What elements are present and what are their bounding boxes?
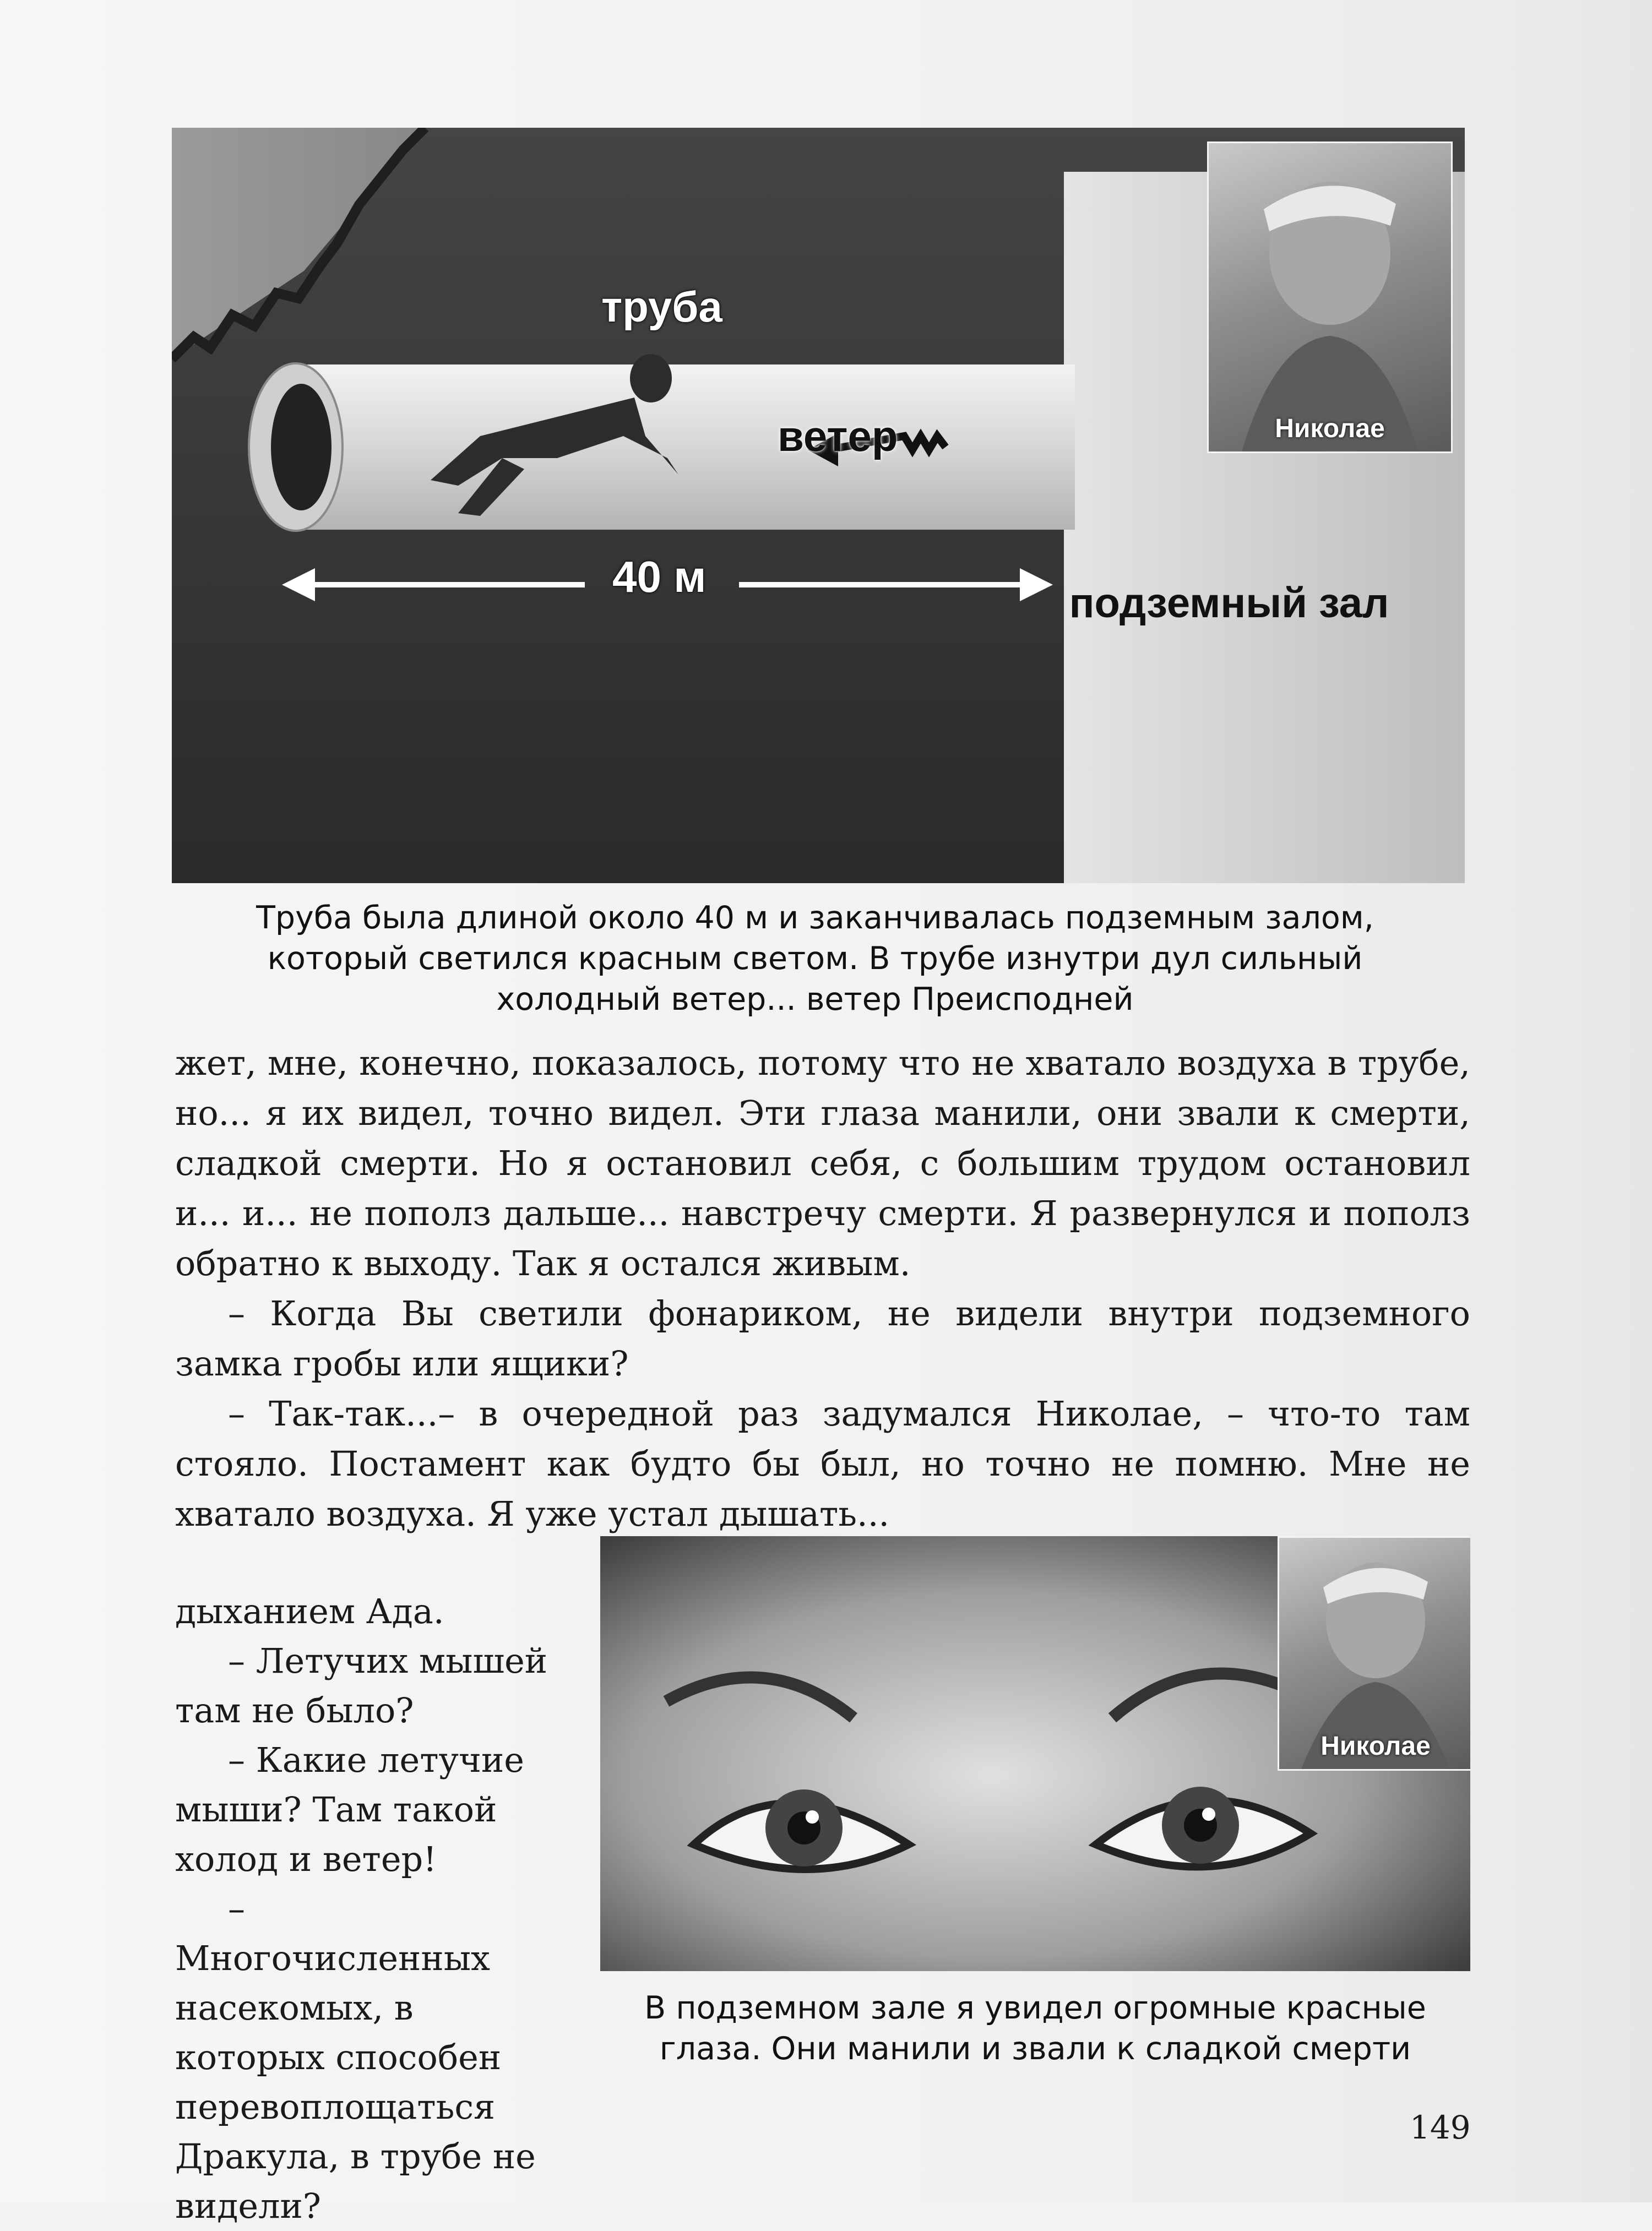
paragraph: – Какие летучие мыши? Там такой холод и ветер! (175, 1740, 524, 1879)
narrow-column-text (175, 1587, 563, 2231)
paragraph: – Когда Вы светили фонариком, не видели внутри подземного замка гробы или ящики? (175, 1293, 1470, 1384)
photo-name-label: Николае (1275, 414, 1385, 443)
wind-label: ветер (778, 412, 898, 460)
figure2-caption: В подземном зале я увидел огромные красные глаза. Они манили и звали к сладкой смерти (644, 1990, 1426, 2067)
portrait-graphic (1209, 143, 1451, 451)
eyes-illustration (600, 1536, 1470, 1971)
paragraph: – Так-так...– в очередной раз задумался Николае, – что-то там стояло. Постамент как будто бы был, но точно не помню. Мне не хватало воздуха. Я уже устал дышать... (175, 1394, 1470, 1534)
hall-label: подземный зал (1069, 580, 1389, 627)
paragraph: – Летучих мышей там не было? (175, 1641, 548, 1731)
pipe-illustration (172, 128, 1465, 883)
photo-name-label: Николае (1320, 1732, 1431, 1761)
figure1-caption: Труба была длиной около 40 м и заканчивалась подземным залом, который светился красным светом. В трубе изнутри дул сильный холодный ветер... ветер Преисподней (256, 900, 1374, 1018)
paragraph: дыханием Ада. (175, 1591, 444, 1631)
distance-label: 40 м (612, 552, 707, 601)
paragraph: жет, мне, конечно, показалось, потому что не хватало воздуха в трубе, но... я их видел, точно видел. Эти глаза манили, они звали к смерти, сладкой смерти. Но я остановил себя, с большим трудом остановил и... и... не пополз дальше... навстречу смерти. Я развернулся и пополз обратно к выходу. Так я остался живым. (175, 1043, 1470, 1283)
pipe-label: труба (601, 282, 722, 331)
nicolae-photo (1207, 142, 1453, 453)
nicolae-photo (1278, 1536, 1470, 1771)
body-text (175, 1038, 1470, 1539)
page-number: 149 (1410, 2109, 1471, 2146)
page-gutter-shadow (1542, 0, 1652, 2202)
paragraph: – Многочисленных насекомых, в которых способен перевоплощаться Дракула, в трубе не видели? (175, 1889, 536, 2226)
